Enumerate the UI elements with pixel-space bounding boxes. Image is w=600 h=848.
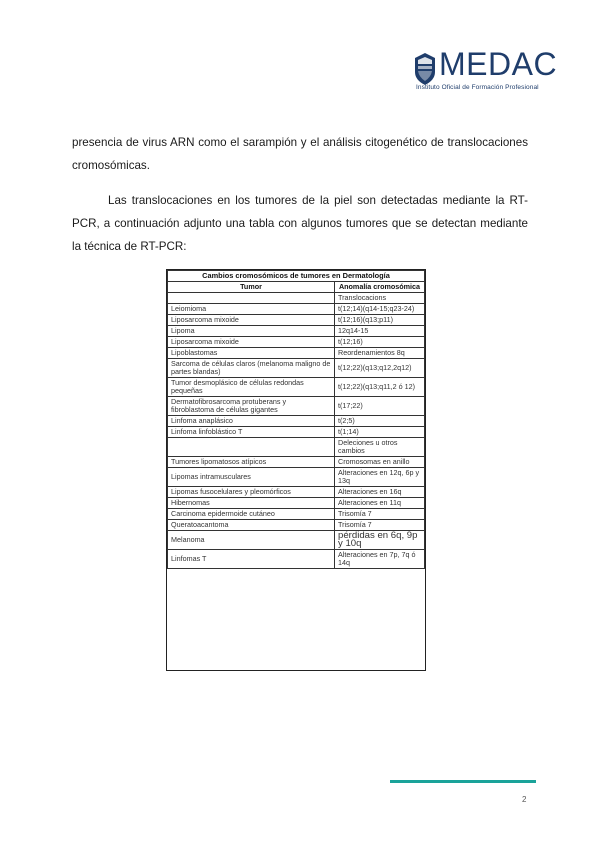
anomaly-cell: pérdidas en 6q, 9p y 10q — [335, 531, 425, 550]
anomaly-cell: t(1;14) — [335, 427, 425, 438]
anomaly-cell: Reordenamientos 8q — [335, 348, 425, 359]
tumor-cell: Sarcoma de células claros (melanoma maligno de partes blandas) — [168, 359, 335, 378]
anomaly-cell: Deleciones u otros cambios — [335, 438, 425, 457]
anomaly-cell: t(17;22) — [335, 397, 425, 416]
tumor-cell: Linfoma linfoblástico T — [168, 427, 335, 438]
table-row — [168, 416, 425, 427]
table-row — [168, 520, 425, 531]
table-row — [168, 348, 425, 359]
tumor-cell: Liposarcoma mixoide — [168, 315, 335, 326]
table-row — [168, 457, 425, 468]
anomaly-cell: t(12;14)(q14-15;q23-24) — [335, 304, 425, 315]
table-row — [168, 315, 425, 326]
table-row — [168, 326, 425, 337]
page-number: 2 — [522, 795, 527, 804]
tumor-cell: Hibernomas — [168, 498, 335, 509]
tumor-cell: Leiomioma — [168, 304, 335, 315]
anomaly-cell: t(12;22)(q13;q12,2q12) — [335, 359, 425, 378]
anomaly-cell: Translocacions — [335, 293, 425, 304]
tumor-cell: Linfomas T — [168, 550, 335, 569]
tumor-cell — [168, 293, 335, 304]
table-row — [168, 378, 425, 397]
table-row — [168, 531, 425, 550]
anomaly-cell: Trisomía 7 — [335, 520, 425, 531]
header-tumor: Tumor — [168, 282, 335, 293]
paragraph-2: Las translocaciones en los tumores de la piel son detectadas mediante la RT-PCR, a continuación adjunto una tabla con algunos tumores que se detectan mediante la técnica de RT-PCR: — [72, 194, 528, 253]
paragraph-1: presencia de virus ARN como el sarampión y el análisis citogenético de translocaciones cromosómicas. — [72, 136, 528, 172]
table-row — [168, 509, 425, 520]
tumor-cell: Melanoma — [168, 531, 335, 550]
anomaly-cell: 12q14-15 — [335, 326, 425, 337]
shield-logo-icon — [414, 52, 436, 86]
logo-subtitle: Instituto Oficial de Formación Profesional — [416, 84, 539, 91]
tumor-cell: Lipoma — [168, 326, 335, 337]
medac-logo — [414, 46, 558, 94]
tumor-cell: Queratoacantoma — [168, 520, 335, 531]
tumor-cell: Lipomas fusocelulares y pleomórficos — [168, 487, 335, 498]
tumor-chromosome-table — [166, 269, 426, 671]
table-row — [168, 337, 425, 348]
header-anomaly: Anomalía cromosómica — [335, 282, 425, 293]
tumor-cell: Lipoblastomas — [168, 348, 335, 359]
tumor-cell: Lipomas intramusculares — [168, 468, 335, 487]
tumor-cell: Carcinoma epidermoide cutáneo — [168, 509, 335, 520]
footer-accent-line — [390, 780, 536, 783]
anomaly-cell: Alteraciones en 12q, 6p y 13q — [335, 468, 425, 487]
table-row — [168, 293, 425, 304]
tumor-cell: Tumores lipomatosos atípicos — [168, 457, 335, 468]
table-caption: Cambios cromosómicos de tumores en Dermatología — [168, 271, 425, 282]
logo-wordmark: MEDAC — [439, 46, 558, 82]
anomaly-cell: t(2;5) — [335, 416, 425, 427]
table-row — [168, 397, 425, 416]
table — [167, 270, 425, 569]
tumor-cell: Dermatofibrosarcoma protuberans y fibroblastoma de células gigantes — [168, 397, 335, 416]
tumor-cell: Tumor desmoplásico de células redondas pequeñas — [168, 378, 335, 397]
tumor-cell: Linfoma anaplásico — [168, 416, 335, 427]
anomaly-cell: t(12;16) — [335, 337, 425, 348]
anomaly-cell: Cromosomas en anillo — [335, 457, 425, 468]
tumor-cell: Liposarcoma mixoide — [168, 337, 335, 348]
table-body — [168, 293, 425, 569]
anomaly-cell: Alteraciones en 11q — [335, 498, 425, 509]
table-row — [168, 498, 425, 509]
anomaly-cell: Alteraciones en 7p, 7q ó 14q — [335, 550, 425, 569]
table-row — [168, 438, 425, 457]
table-row — [168, 359, 425, 378]
table-row — [168, 550, 425, 569]
anomaly-cell: Trisomía 7 — [335, 509, 425, 520]
table-row — [168, 427, 425, 438]
table-row — [168, 468, 425, 487]
table-row — [168, 487, 425, 498]
anomaly-cell: Alteraciones en 16q — [335, 487, 425, 498]
tumor-cell — [168, 438, 335, 457]
table-row — [168, 304, 425, 315]
anomaly-cell: t(12;22)(q13;q11,2 ó 12) — [335, 378, 425, 397]
anomaly-cell: t(12;16)(q13;p11) — [335, 315, 425, 326]
